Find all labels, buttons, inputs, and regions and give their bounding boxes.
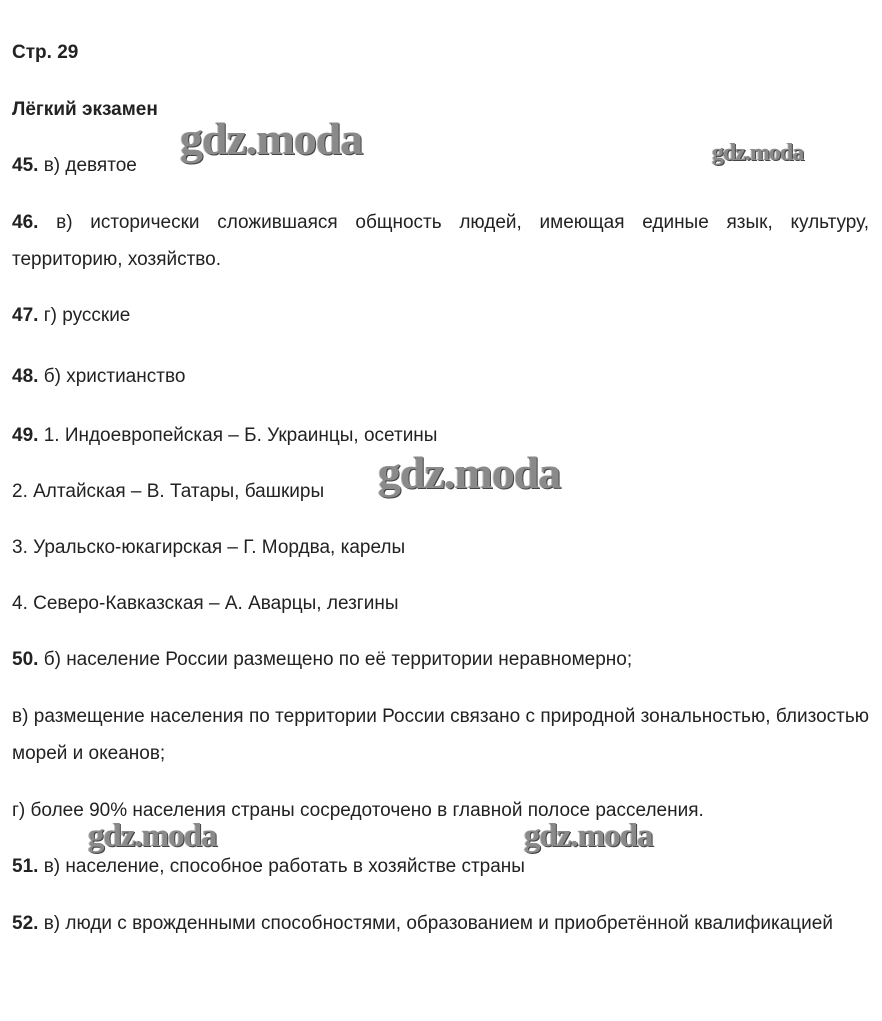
watermark: gdz.moda bbox=[88, 818, 217, 854]
answer-text: 3. Уральско-юкагирская – Г. Мордва, карелы bbox=[12, 537, 406, 558]
answer-item bbox=[12, 641, 869, 678]
answer-text: в) размещение населения по территории России связано с природной зональностью, близостью морей и океанов; bbox=[12, 706, 869, 764]
answer-number: 46. bbox=[12, 212, 39, 233]
answer-text: б) христианство bbox=[38, 366, 186, 387]
answer-number: 50. bbox=[12, 649, 39, 670]
answer-number: 48. bbox=[12, 366, 39, 387]
section-title: Лёгкий экзамен bbox=[12, 99, 158, 120]
answer-number: 45. bbox=[12, 155, 39, 176]
answer-text: 4. Северо-Кавказская – А. Аварцы, лезгины bbox=[12, 593, 399, 614]
answer-text: в) девятое bbox=[38, 155, 137, 176]
answer-number: 51. bbox=[12, 856, 39, 877]
answer-number: 47. bbox=[12, 305, 39, 326]
watermark: gdz.moda bbox=[378, 447, 561, 498]
answer-item bbox=[12, 698, 869, 772]
answer-text: б) население России размещено по её территории неравномерно; bbox=[38, 649, 633, 670]
page-label: Стр. 29 bbox=[12, 42, 79, 63]
answer-text: 2. Алтайская – В. Татары, башкиры bbox=[12, 481, 325, 502]
answer-item bbox=[12, 905, 869, 942]
answer-item bbox=[12, 585, 869, 622]
answer-text: в) исторически сложившаяся общность людей, имеющая единые язык, культуру, территорию, хозяйство. bbox=[12, 212, 869, 270]
answer-number: 49. bbox=[12, 425, 39, 446]
answer-item bbox=[12, 529, 869, 566]
answer-item bbox=[12, 204, 869, 278]
watermark: gdz.moda bbox=[180, 113, 363, 164]
answer-text: в) население, способное работать в хозяйстве страны bbox=[38, 856, 525, 877]
answer-number: 52. bbox=[12, 913, 39, 934]
watermark: gdz.moda bbox=[712, 140, 804, 166]
answer-text: г) более 90% населения страны сосредоточено в главной полосе расселения. bbox=[12, 800, 704, 821]
answer-item bbox=[12, 358, 869, 395]
answer-text: 1. Индоевропейская – Б. Украинцы, осетины bbox=[38, 425, 438, 446]
watermark: gdz.moda bbox=[524, 818, 653, 854]
answer-text: г) русские bbox=[38, 305, 131, 326]
answer-text: в) люди с врожденными способностями, образованием и приобретённой квалификацией bbox=[38, 913, 833, 934]
answer-item bbox=[12, 297, 869, 334]
